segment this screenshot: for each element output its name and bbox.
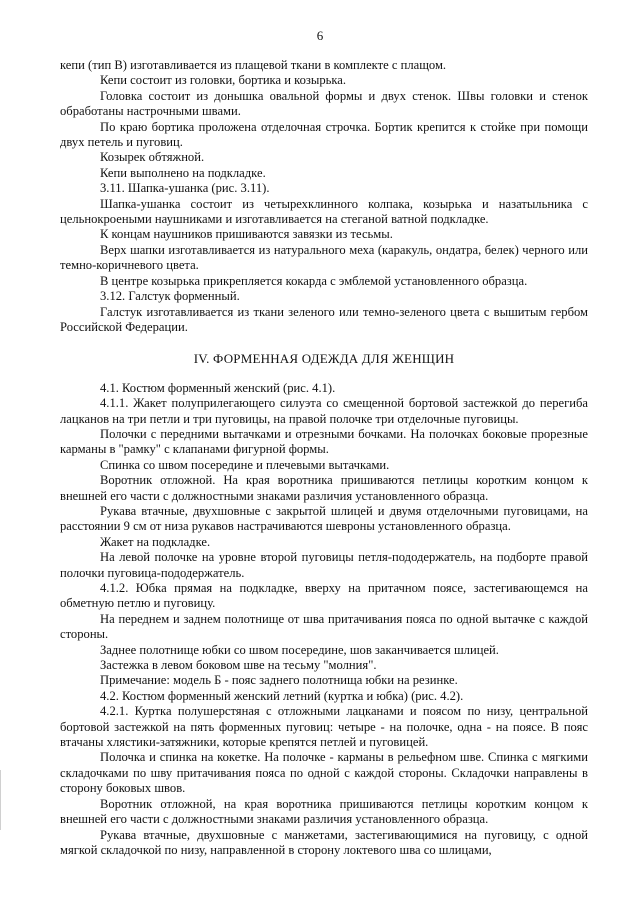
paragraph: Полочка и спинка на кокетке. На полочке - карманы в рельефном шве. Спинка с мягкими складочками по шву притачивания пояса по одной с каждой стороны. Складочки направлены в сторону боковых швов.: [60, 750, 588, 796]
paragraph: 4.1.1. Жакет полуприлегающего силуэта со смещенной бортовой застежкой до перегиба лацканов на три петли и три пуговицы, на правой полочке три отделочные пуговицы.: [60, 396, 588, 426]
paragraph: К концам наушников пришиваются завязки из тесьмы.: [100, 227, 393, 242]
paragraph: кепи (тип В) изготавливается из плащевой ткани в комплекте с плащом.: [60, 58, 447, 72]
paragraph: Застежка в левом боковом шве на тесьму "молния".: [100, 658, 377, 673]
note-paragraph: Примечание: модель Б - пояс заднего полотнища юбки на резинке.: [100, 673, 458, 688]
document-body: [60, 58, 588, 858]
page-number: 6: [316, 28, 324, 43]
paragraph: Рукава втачные, двухшовные с закрытой шлицей и двумя отделочными пуговицами, на расстоянии 9 см от низа рукавов настрачиваются шевроны установленного образца.: [60, 503, 588, 534]
paragraph: На левой полочке на уровне второй пуговицы петля-пододержатель, на подборте правой полочки пуговица-пододержатель.: [60, 550, 588, 580]
paragraph: Головка состоит из донышка овальной формы и двух стенок. Швы головки и стенок обработаны настрочными швами.: [60, 88, 588, 119]
paragraph: Заднее полотнище юбки со швом посередине, шов заканчивается шлицей.: [100, 642, 499, 657]
paragraph: Кепи выполнено на подкладке.: [100, 165, 266, 180]
subsection-title: 3.11. Шапка-ушанка (рис. 3.11).: [100, 181, 270, 196]
paragraph: Козырек обтяжной.: [100, 150, 205, 165]
paragraph: Воротник отложной. На края воротника пришиваются петлицы коротким концом к внешней его части с должностными знаками различия установленного образца.: [60, 473, 588, 503]
paragraph: 4.2.1. Куртка полушерстяная с отложными лацканами и поясом по низу, центральной бортовой застежкой на пять форменных пуговиц: четыре - на полочке, одна - на поясе. В пояс втачаны хлястики-затяжники, которые крепятся петлей и пуговицей.: [60, 704, 588, 750]
paragraph: Верх шапки изготавливается из натурального меха (каракуль, ондатра, белек) черного или темно-коричневого цвета.: [60, 242, 588, 273]
paragraph: В центре козырька прикрепляется кокарда с эмблемой установленного образца.: [100, 273, 528, 288]
paragraph: На переднем и заднем полотнище от шва притачивания пояса по одной вытачке с каждой стороны.: [60, 611, 588, 642]
paragraph: По краю бортика проложена отделочная строчка. Бортик крепится к стойке при помощи двух петель и пуговиц.: [60, 119, 588, 150]
paragraph: 4.1.2. Юбка прямая на подкладке, вверху на притачном поясе, застегивающемся на обметную петлю и пуговицу.: [60, 581, 588, 611]
subsection-title: 4.1. Костюм форменный женский (рис. 4.1).: [100, 380, 336, 395]
paragraph: Шапка-ушанка состоит из четырехклинного колпака, козырька и назатыльника с цельнокроеными наушниками и изготавливается на стеганой ватной подкладке.: [60, 196, 588, 227]
paragraph: Спинка со швом посередине и плечевыми вытачками.: [100, 457, 390, 472]
subsection-title: 3.12. Галстук форменный.: [100, 289, 240, 304]
scan-edge-mark: [0, 770, 1, 830]
paragraph: Полочки с передними вытачками и отрезными бочками. На полочках боковые прорезные карманы в "рамку" с клапанами фигурной формы.: [60, 426, 588, 457]
section-heading: IV. ФОРМЕННАЯ ОДЕЖДА ДЛЯ ЖЕНЩИН: [193, 351, 455, 367]
paragraph: Жакет на подкладке.: [100, 534, 211, 549]
paragraph: Кепи состоит из головки, бортика и козырька.: [100, 73, 347, 88]
subsection-title: 4.2. Костюм форменный женский летний (куртка и юбка) (рис. 4.2).: [100, 688, 464, 703]
paragraph: Воротник отложной, на края воротника пришиваются петлицы коротким концом к внешней его части с должностными знаками различия установленного образца.: [60, 796, 588, 827]
paragraph: Галстук изготавливается из ткани зеленого или темно-зеленого цвета с вышитым гербом Российской Федерации.: [60, 304, 588, 334]
paragraph: Рукава втачные, двухшовные с манжетами, застегивающимися на пуговицу, с одной мягкой складочкой по низу, направленной в сторону локтевого шва со шлицами,: [60, 827, 588, 857]
